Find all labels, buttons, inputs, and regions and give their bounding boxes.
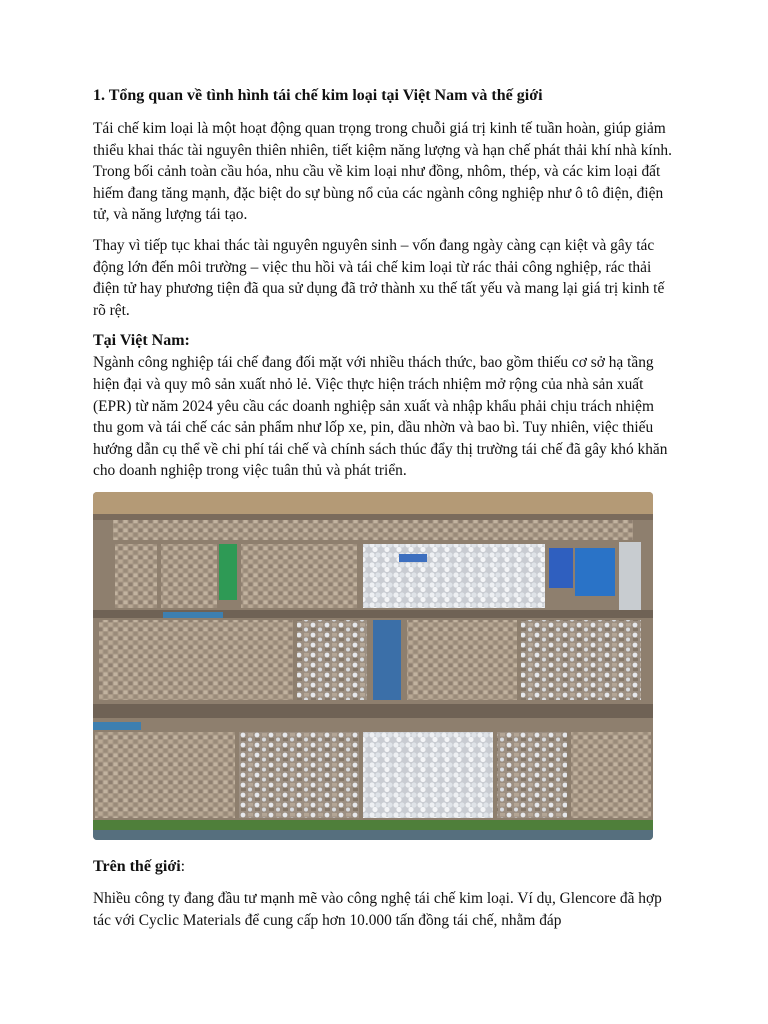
world-subheading [93,856,675,878]
document-body [93,84,675,931]
world-subheading-title: Trên thế giới [93,857,181,875]
world-paragraph: Nhiều công ty đang đầu tư mạnh mẽ vào công nghệ tái chế kim loại. Ví dụ, Glencore đã hợp tác với Cyclic Materials để cung cấp hơn 10.000 tấn đồng tái chế, nhằm đáp [93,889,662,929]
section-heading: 1. Tổng quan về tình hình tái chế kim loại tại Việt Nam và thế giới [93,87,543,104]
world-subheading-colon: : [180,857,186,875]
intro-paragraph-1: Tái chế kim loại là một hoạt động quan trọng trong chuỗi giá trị kinh tế tuần hoàn, giúp giảm thiểu khai thác tài nguyên thiên nhiên, tiết kiệm năng lượng và hạn chế phát thải khí nhà kính. Trong bối cảnh toàn cầu hóa, nhu cầu về kim loại như đồng, nhôm, thép, và các kim loại đất hiếm đang tăng mạnh, đặc biệt do sự bùng nổ của các ngành công nghiệp như ô tô điện, điện tử, và năng lượng tái tạo. [93,120,672,224]
vietnam-paragraph: Ngành công nghiệp tái chế đang đối mặt với nhiều thách thức, bao gồm thiếu cơ sở hạ tầng hiện đại và quy mô sản xuất nhỏ lẻ. Việc thực hiện trách nhiệm mở rộng của nhà sản xuất (EPR) từ năm 2024 yêu cầu các doanh nghiệp sản xuất và nhập khẩu phải chịu trách nhiệm thu gom và tái chế các sản phẩm như lốp xe, pin, dầu nhờn và bao bì. Tuy nhiên, việc thiếu hướng dẫn cụ thể về chi phí tái chế và chính sách thúc đẩy thị trường tái chế đã gây khó khăn cho doanh nghiệp trong việc tuân thủ và phát triển. [93,354,668,480]
recycling-yard-aerial-photo [93,492,653,840]
intro-paragraph-2: Thay vì tiếp tục khai thác tài nguyên nguyên sinh – vốn đang ngày càng cạn kiệt và gây tác động lớn đến môi trường – việc thu hồi và tái chế kim loại từ rác thải công nghiệp, rác thải điện tử hay phương tiện đã qua sử dụng đã trở thành xu thế tất yếu và mang lại giá trị kinh tế rõ rệt. [93,236,665,319]
vietnam-subheading: Tại Việt Nam: [93,332,190,350]
